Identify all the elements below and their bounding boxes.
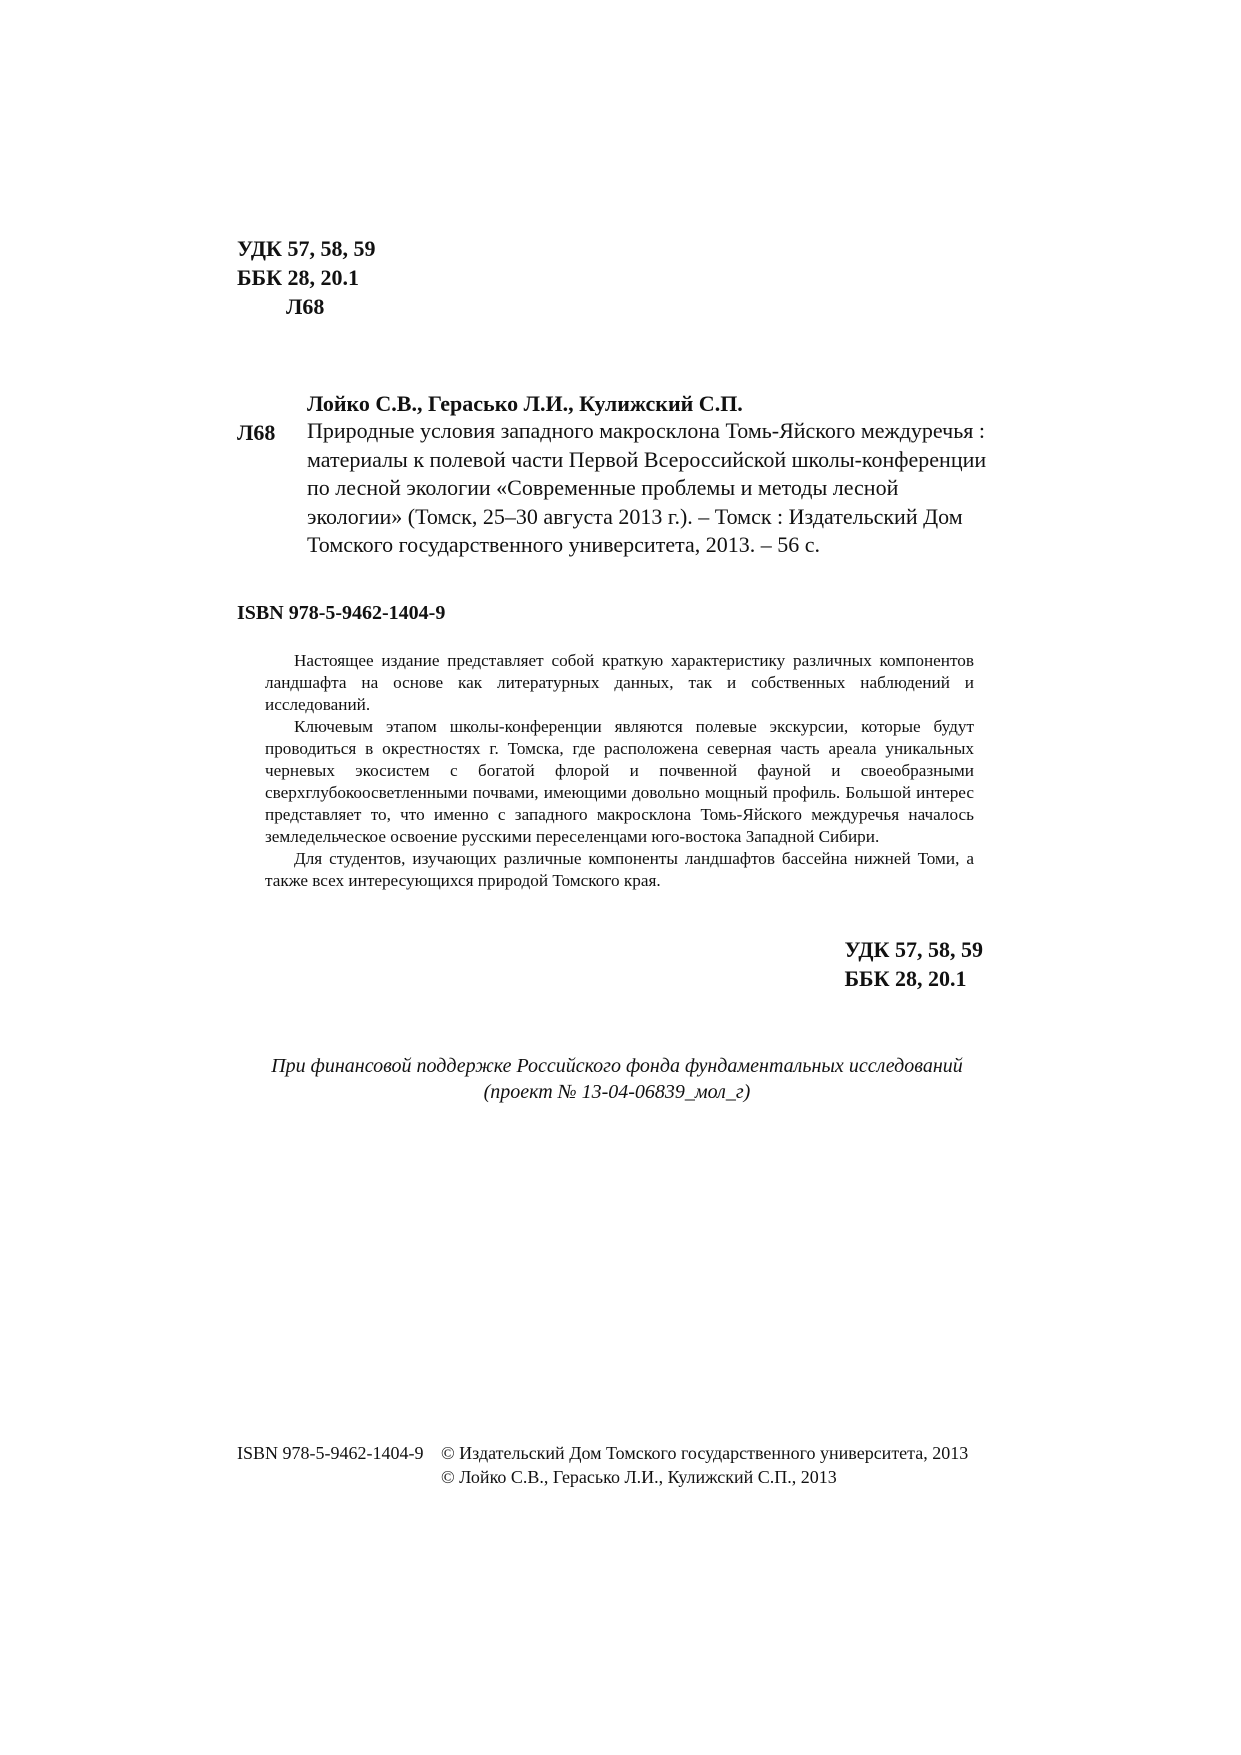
- funding-note: [237, 1053, 997, 1105]
- annotation-paragraph-1: Настоящее издание представляет собой краткую характеристику различных компонентов ландшафта на основе как литературных данных, так и собственных наблюдений и исследований.: [265, 651, 974, 714]
- annotation-paragraph-2: Ключевым этапом школы-конференции являются полевые экскурсии, которые будут проводиться в окрестностях г. Томска, где расположена северная часть ареала уникальных черневых экосистем с богатой флорой и почвенной фауной и своеобразными сверхглубокоосветленными почвами, имеющими довольно мощный профиль. Большой интерес представляет то, что именно с западного макросклона Томь-Яйского междуречья началось земледельческое освоение русскими переселенцами юго-востока Западной Сибири.: [265, 717, 974, 846]
- funding-line-2: (проект № 13-04-06839_мол_г): [483, 1081, 751, 1103]
- authors-heading: Лойко С.В., Герасько Л.И., Кулижский С.П.: [307, 391, 743, 416]
- annotation-paragraph-3: Для студентов, изучающих различные компоненты ландшафтов бассейна нижней Томи, а также всех интересующихся природой Томского края.: [265, 849, 974, 890]
- cutter-mark: Л68: [237, 420, 276, 445]
- copyright-authors: © Лойко С.В., Герасько Л.И., Кулижский С.П., 2013: [441, 1467, 837, 1487]
- annotation: [265, 650, 974, 892]
- bbk-bottom: ББК 28, 20.1: [844, 966, 967, 991]
- copyright-publisher: © Издательский Дом Томского государственного университета, 2013: [441, 1443, 969, 1463]
- udk-top: УДК 57, 58, 59: [237, 236, 376, 261]
- udk-bottom: УДК 57, 58, 59: [844, 937, 983, 962]
- funding-line-1: При финансовой поддержке Российского фонда фундаментальных исследований: [271, 1055, 963, 1077]
- classification-bottom: [844, 935, 983, 993]
- cutter-top: Л68: [286, 294, 325, 319]
- imprint-copyrights: [441, 1441, 968, 1489]
- bbk-top: ББК 28, 20.1: [237, 265, 360, 290]
- isbn-main: ISBN 978-5-9462-1404-9: [237, 602, 446, 624]
- bibliographic-description: Природные условия западного макросклона Томь-Яйского междуречья : материалы к полевой части Первой Всероссийской школы-конференции по лесной экологии «Современные проблемы и методы лесной экологии» (Томск, 25–30 августа 2013 г.). – Томск : Издательский Дом Томского государственного университета, 2013. – 56 с.: [307, 418, 987, 557]
- imprint-isbn: ISBN 978-5-9462-1404-9: [237, 1443, 424, 1463]
